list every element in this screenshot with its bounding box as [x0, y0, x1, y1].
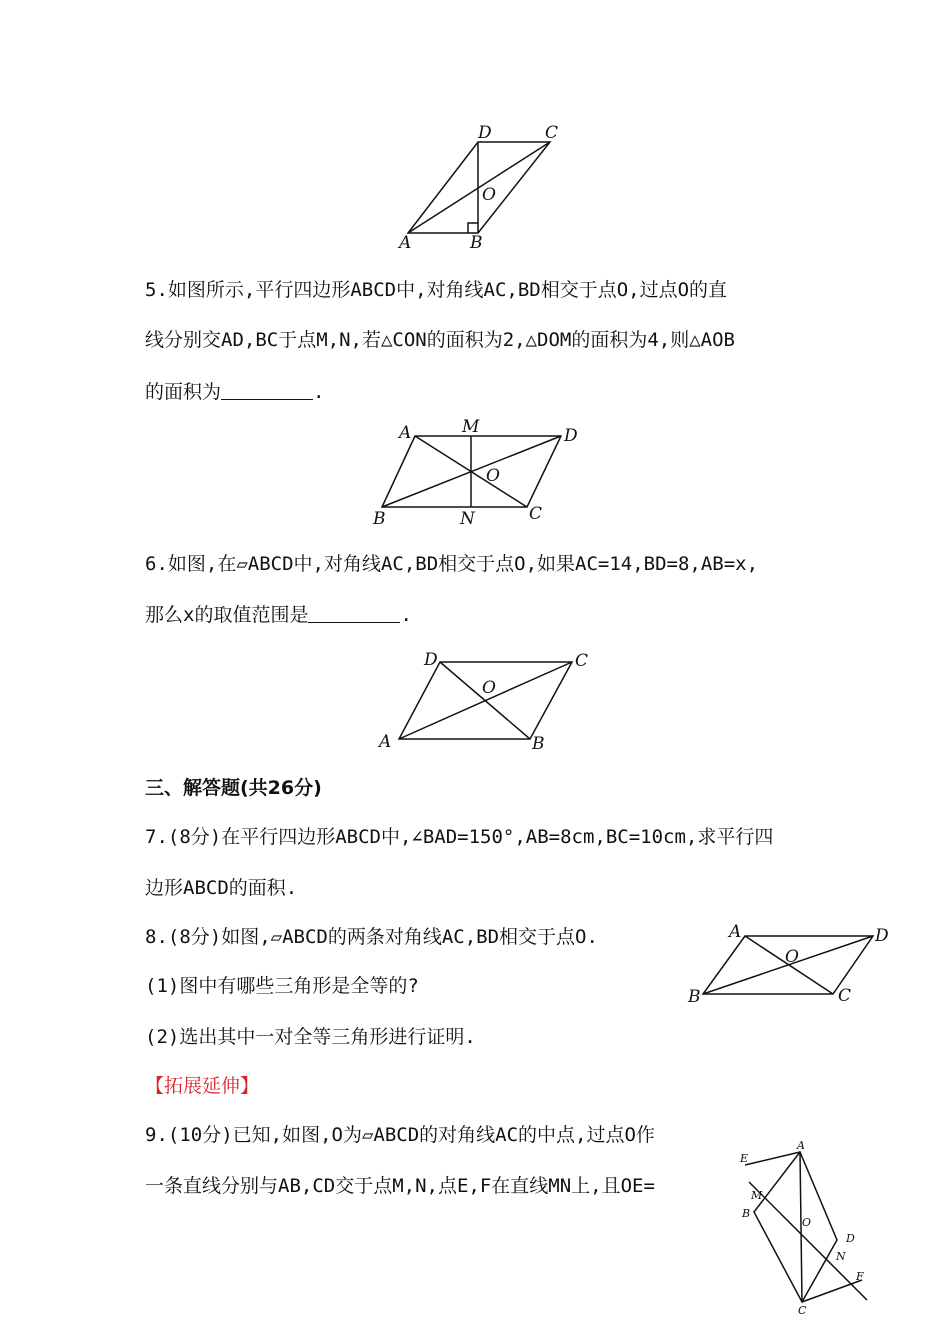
label-D: D [478, 123, 492, 143]
label-B: B [373, 509, 386, 529]
q6-line2 [145, 601, 412, 629]
q5-line1: 5.如图所示,平行四边形ABCD中,对角线AC,BD相交于点O,过点O的直 [145, 279, 728, 301]
label-C: C [545, 123, 559, 143]
q6-line2-text: 那么x的取值范围是 [145, 604, 309, 626]
q5-line3 [145, 378, 324, 406]
figure-parallelogram-top [395, 120, 575, 255]
q8-line3: (2)选出其中一对全等三角形进行证明. [145, 1026, 476, 1048]
q6-answer-blank[interactable] [308, 604, 400, 623]
label-A: A [379, 732, 392, 752]
label-E: E [740, 1152, 749, 1165]
figure-q5 [365, 415, 590, 530]
label-D: D [875, 926, 889, 946]
label-D: D [564, 426, 578, 446]
q5-answer-blank[interactable] [221, 381, 313, 400]
label-A: A [797, 1139, 805, 1152]
q9-line1: 9.(10分)已知,如图,O为▱ABCD的对角线AC的中点,过点O作 [145, 1124, 655, 1146]
label-C: C [529, 504, 543, 524]
label-M: M [462, 417, 480, 437]
label-M: M [751, 1189, 763, 1202]
label-O: O [802, 1216, 812, 1229]
figure-q8 [685, 920, 900, 1010]
label-O: O [482, 678, 496, 698]
label-C: C [838, 986, 852, 1006]
label-O: O [486, 466, 500, 486]
q5-line2: 线分别交AD,BC于点M,N,若△CON的面积为2,△DOM的面积为4,则△AOB [145, 329, 735, 351]
label-O: O [482, 185, 496, 205]
label-N: N [836, 1250, 846, 1263]
label-C: C [575, 651, 589, 671]
q6-line2-end: . [400, 604, 412, 626]
label-O: O [785, 947, 799, 967]
q5-line3-text: 的面积为 [145, 381, 222, 403]
figure-q6 [375, 645, 600, 755]
label-B: B [688, 987, 701, 1007]
label-A: A [729, 922, 742, 942]
label-B: B [470, 233, 483, 253]
figure-q9 [735, 1140, 875, 1340]
label-B: B [532, 734, 545, 754]
label-C: C [798, 1304, 807, 1317]
q8-line1: 8.(8分)如图,▱ABCD的两条对角线AC,BD相交于点O. [145, 926, 598, 948]
label-D: D [846, 1232, 855, 1245]
label-A: A [399, 423, 412, 443]
label-N: N [460, 509, 475, 529]
q9-line2: 一条直线分别与AB,CD交于点M,N,点E,F在直线MN上,且OE= [145, 1175, 655, 1197]
q8-line2: (1)图中有哪些三角形是全等的? [145, 975, 419, 997]
section-title: 三、解答题(共26分) [145, 777, 322, 799]
label-D: D [424, 650, 438, 670]
q7-line1: 7.(8分)在平行四边形ABCD中,∠BAD=150°,AB=8cm,BC=10cm,求平行四 [145, 826, 774, 848]
extension-title: 【拓展延伸】 [145, 1075, 260, 1097]
q6-line1: 6.如图,在▱ABCD中,对角线AC,BD相交于点O,如果AC=14,BD=8,AB=x, [145, 553, 759, 575]
q5-line3-end: . [313, 381, 325, 403]
label-A: A [399, 233, 412, 253]
label-F: F [856, 1270, 864, 1283]
label-B: B [742, 1207, 751, 1220]
q7-line2: 边形ABCD的面积. [145, 877, 298, 899]
